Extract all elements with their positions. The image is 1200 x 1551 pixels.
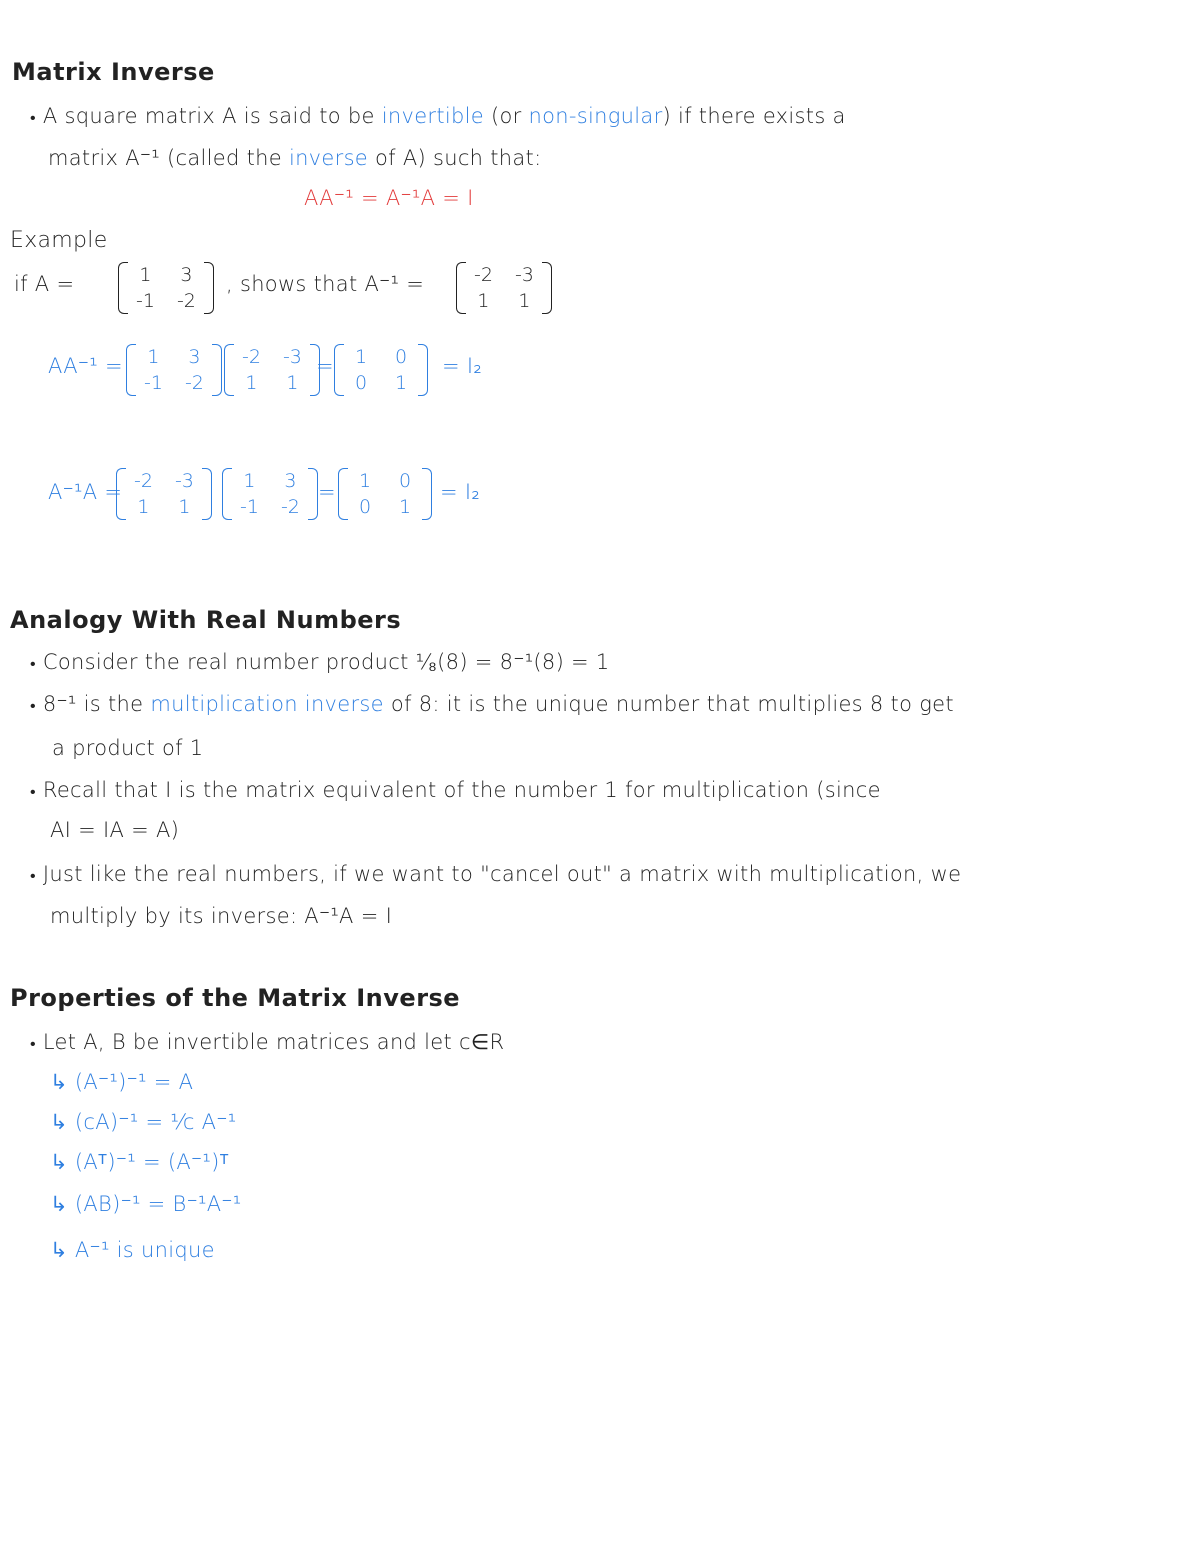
arrow-icon: ↳ [50,1192,68,1216]
example-shows-text: , shows that A⁻¹ = [226,272,425,296]
matrix-cell: 1 [358,470,372,492]
example-line1-lhs: AA⁻¹ = [48,354,123,378]
definition-tail: ) if there exists a [662,104,846,128]
analogy-bullet-2-line-2: a product of 1 [52,736,204,760]
term-invertible: invertible [381,104,484,128]
bullet-icon: • [30,866,36,885]
property-item [50,1192,241,1216]
matrix-cell: 0 [398,470,412,492]
inverse-equation: AA⁻¹ = A⁻¹A = I [304,186,474,210]
definition-line2-tail: of A) such that: [375,146,542,170]
line2-equals: = [318,480,336,504]
matrix-cell: -2 [176,290,196,312]
heading-analogy: Analogy With Real Numbers [10,606,402,634]
property-text: (Aᵀ)⁻¹ = (A⁻¹)ᵀ [74,1150,230,1174]
bullet-icon: • [30,782,36,801]
line1-matrix-1 [126,344,222,396]
property-item [50,1150,229,1175]
matrix-cell: -2 [242,346,261,368]
analogy-bullet-2 [30,692,954,716]
analogy-bullet-1 [30,650,610,675]
term-multiplication-inverse: multiplication inverse [150,692,384,716]
matrix-cell: -2 [184,372,204,394]
matrix-cell: -2 [474,264,493,286]
matrix-cell: 0 [354,372,368,394]
line2-result-matrix [338,468,432,520]
bullet-icon: • [30,654,36,673]
matrix-cell: 3 [180,264,193,286]
bullet-icon: • [30,1034,36,1053]
property-text: (cA)⁻¹ = ¹⁄c A⁻¹ [74,1110,237,1134]
analogy-bullet-3-line-2: AI = IA = A) [50,818,180,842]
property-item [50,1238,215,1262]
analogy-bullet-4 [30,862,961,886]
definition-lead: A square matrix A is said to be [42,104,375,128]
heading-matrix-inverse: Matrix Inverse [12,58,215,86]
property-item [50,1110,236,1134]
term-nonsingular: non-singular [528,104,663,128]
line1-result-matrix [334,344,428,396]
matrix-a [118,262,214,314]
term-inverse: inverse [288,146,369,170]
matrix-cell: -3 [514,264,534,286]
matrix-cell: 0 [358,496,372,518]
example-if-text: if A = [14,272,75,296]
matrix-cell: -1 [240,496,259,518]
matrix-cell: -1 [144,372,163,394]
line2-matrix-1 [116,468,212,520]
matrix-cell: 1 [245,372,258,394]
heading-properties: Properties of the Matrix Inverse [10,984,461,1012]
matrix-cell: 3 [284,470,297,492]
line1-equals: = [316,354,334,378]
matrix-cell: 0 [394,346,408,368]
property-text: A⁻¹ is unique [74,1238,215,1262]
matrix-cell: 1 [398,496,412,518]
matrix-cell: 1 [394,372,408,394]
line2-matrix-2 [222,468,318,520]
definition-line-1 [30,104,846,128]
definition-line-2 [48,146,541,170]
properties-intro [30,1030,504,1054]
matrix-cell: 1 [518,290,531,312]
matrix-cell: 1 [286,372,299,394]
property-text: (A⁻¹)⁻¹ = A [74,1070,194,1094]
example-line2-lhs: A⁻¹A = [48,480,123,504]
matrix-cell: -2 [134,470,153,492]
arrow-icon: ↳ [50,1110,68,1134]
analogy-bullet-4-line-2: multiply by its inverse: A⁻¹A = I [50,904,393,928]
matrix-cell: 1 [178,496,191,518]
arrow-icon: ↳ [50,1150,68,1174]
analogy-bullet-3-text: Recall that I is the matrix equivalent of the number 1 for multiplication (since [42,778,881,802]
line1-rhs: = I₂ [442,354,483,378]
matrix-cell: -2 [280,496,300,518]
matrix-cell: -3 [174,470,194,492]
matrix-cell: 3 [188,346,201,368]
paren-open: (or [490,104,522,128]
matrix-cell: 1 [243,470,256,492]
matrix-cell: -3 [282,346,302,368]
analogy-bullet-3 [30,778,881,802]
matrix-cell: 1 [139,264,152,286]
definition-line2-lead: matrix A⁻¹ (called the [48,146,282,170]
analogy-bullet-2-lead: 8⁻¹ is the [42,692,144,716]
line1-matrix-2 [224,344,320,396]
bullet-icon: • [30,696,36,715]
example-label: Example [10,228,108,253]
arrow-icon: ↳ [50,1070,68,1094]
analogy-bullet-4-text: Just like the real numbers, if we want to "cancel out" a matrix with multiplication, we [42,862,962,886]
matrix-cell: 1 [147,346,160,368]
line2-rhs: = I₂ [440,480,481,504]
property-text: (AB)⁻¹ = B⁻¹A⁻¹ [74,1192,242,1216]
matrix-cell: 1 [477,290,490,312]
matrix-cell: 1 [354,346,368,368]
bullet-icon: • [30,108,36,127]
analogy-bullet-2-tail: of 8: it is the unique number that multiplies 8 to get [390,692,954,716]
analogy-bullet-1-text: Consider the real number product ¹⁄₈(8) = 8⁻¹(8) = 1 [42,650,610,674]
matrix-a-inverse [456,262,552,314]
matrix-cell: -1 [136,290,155,312]
matrix-cell: 1 [137,496,150,518]
properties-intro-text: Let A, B be invertible matrices and let c∈R [42,1030,505,1054]
property-item [50,1070,193,1094]
arrow-icon: ↳ [50,1238,68,1262]
